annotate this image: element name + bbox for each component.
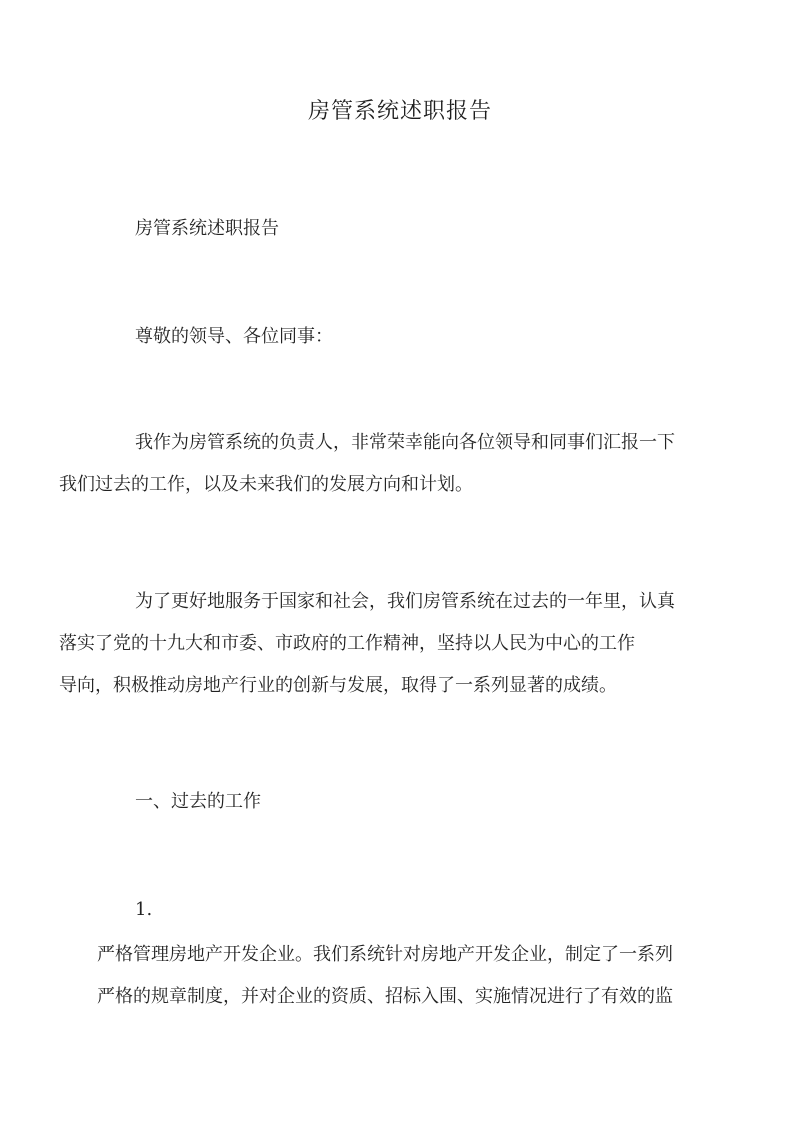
section-heading-text: 一、过去的工作 [135,791,261,812]
body-line: 为了更好地服务于国家和社会，我们房管系统在过去的一年里，认真 [135,591,675,612]
body-line: 落实了党的十九大和市委、市政府的工作精神，坚持以人民为中心的工作 [59,633,635,654]
item-number-text: 1. [135,899,153,920]
list-item-number [97,889,703,931]
greeting-text: 尊敬的领导、各位同事： [135,326,333,347]
list-item-body [97,934,703,1018]
subtitle-text: 房管系统述职报告 [135,218,279,239]
document-title: 房管系统述职报告 [307,99,492,124]
greeting-paragraph [97,316,703,358]
intro-line: 我们过去的工作，以及未来我们的发展方向和计划。 [59,474,473,495]
intro-line: 我作为房管系统的负责人，非常荣幸能向各位领导和同事们汇报一下 [135,432,675,453]
section-heading-1 [97,781,703,823]
document-subtitle [97,208,703,250]
item-line: 严格管理房地产开发企业。我们系统针对房地产开发企业，制定了一系列 [97,944,673,965]
intro-paragraph [59,422,703,506]
body-line: 导向，积极推动房地产行业的创新与发展，取得了一系列显著的成绩。 [59,675,617,696]
body-paragraph-1 [59,581,703,707]
item-line: 严格的规章制度，并对企业的资质、招标入围、实施情况进行了有效的监 [97,986,673,1007]
